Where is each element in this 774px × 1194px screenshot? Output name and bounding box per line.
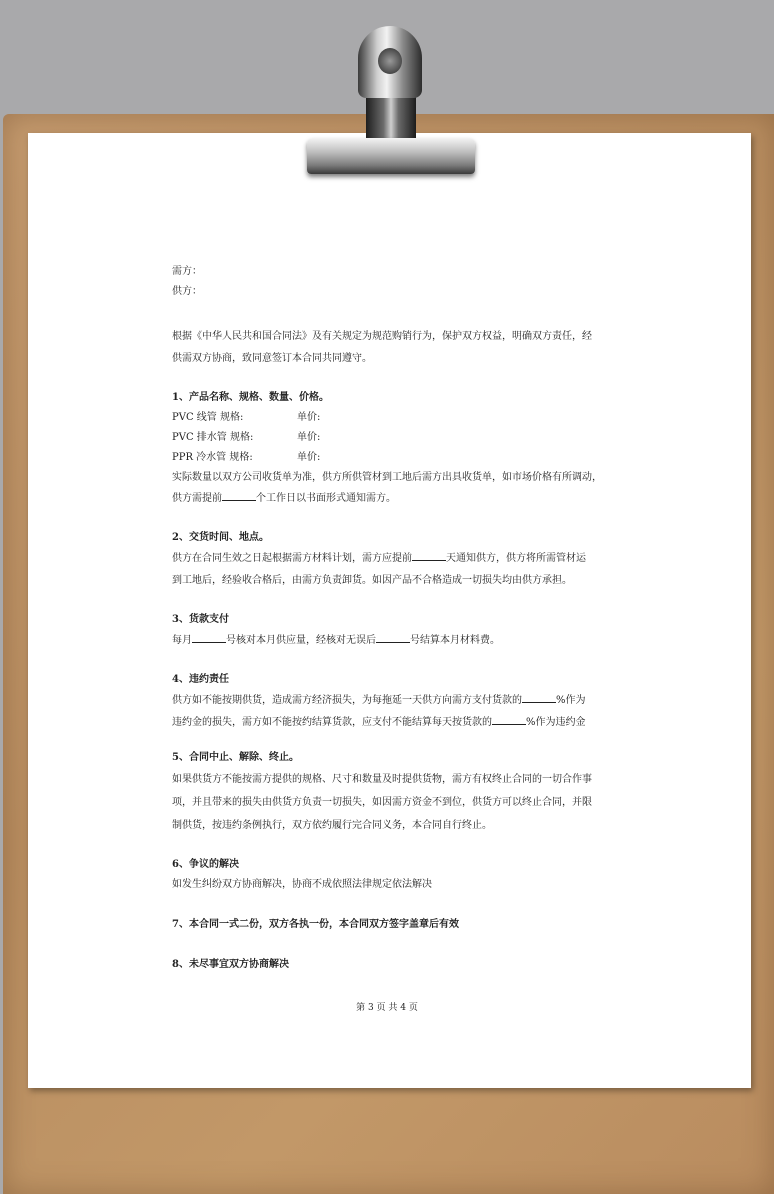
supplier-line: 供方：: [172, 286, 202, 297]
contract-body: [172, 262, 612, 975]
section-5-line-1: 如果供货方不能按需方提供的规格、尺寸和数量及时提供货物，需方有权终止合同的一切合作事: [172, 774, 592, 785]
section-5-line-2: 项，并且带来的损失由供货方负责一切损失，如因需方资金不到位，供货方可以终止合同，并限: [172, 797, 592, 808]
section-4-line-2: 违约金的损失，需方如不能按约结算货款，应支付不能结算每天按货款的 %作为违约金: [172, 712, 612, 734]
section-5-line-3: 制供货，按违约条例执行，双方依约履行完合同义务，本合同自行终止。: [172, 820, 492, 831]
section-2-line-2: 到工地后，经验收合格后，由需方负责卸货。如因产品不合格造成一切损失均由供方承担。: [172, 575, 572, 586]
buyer-line: 需方：: [172, 266, 202, 277]
item-row: PPR 冷水管 规格: 单价:: [172, 452, 321, 463]
section-7-title: 7、本合同一式二份，双方各执一份，本合同双方签字盖章后有效: [172, 919, 459, 930]
intro-line-1: 根据《中华人民共和国合同法》及有关规定为规范购销行为，保护双方权益，明确双方责任，经: [172, 331, 592, 342]
item-row: PVC 排水管 规格: 单价:: [172, 432, 321, 443]
binder-clip-icon: [300, 26, 480, 176]
section-4-line-1: 供方如不能按期供货，造成需方经济损失，为每拖延一天供方向需方支付货款的 %作为: [172, 690, 612, 712]
page-number: 第 3 页 共 4 页: [356, 1003, 418, 1013]
section-1-title: 1、产品名称、规格、数量、价格。: [172, 392, 329, 403]
section-5-title: 5、合同中止、解除、终止。: [172, 752, 299, 763]
section-3-title: 3、货款支付: [172, 614, 229, 625]
section-2-title: 2、交货时间、地点。: [172, 532, 269, 543]
section-6-line: 如发生纠纷双方协商解决，协商不成依照法律规定依法解决: [172, 879, 432, 890]
section-1-line-2: 供方需提前 个工作日以书面形式通知需方。: [172, 488, 612, 510]
section-2-line-1: 供方在合同生效之日起根据需方材料计划，需方应提前 天通知供方，供方将所需管材运: [172, 548, 612, 570]
section-3-line: 每月 号核对本月供应量，经核对无误后 号结算本月材料费。: [172, 630, 612, 652]
intro-line-2: 供需双方协商，致同意签订本合同共同遵守。: [172, 353, 372, 364]
item-row: PVC 线管 规格: 单价:: [172, 412, 321, 423]
section-6-title: 6、争议的解决: [172, 859, 239, 870]
section-1-line-1: 实际数量以双方公司收货单为准，供方所供管材到工地后需方出具收货单，如市场价格有所调动，: [172, 472, 602, 483]
section-8-title: 8、未尽事宜双方协商解决: [172, 959, 289, 970]
section-4-title: 4、违约责任: [172, 674, 229, 685]
